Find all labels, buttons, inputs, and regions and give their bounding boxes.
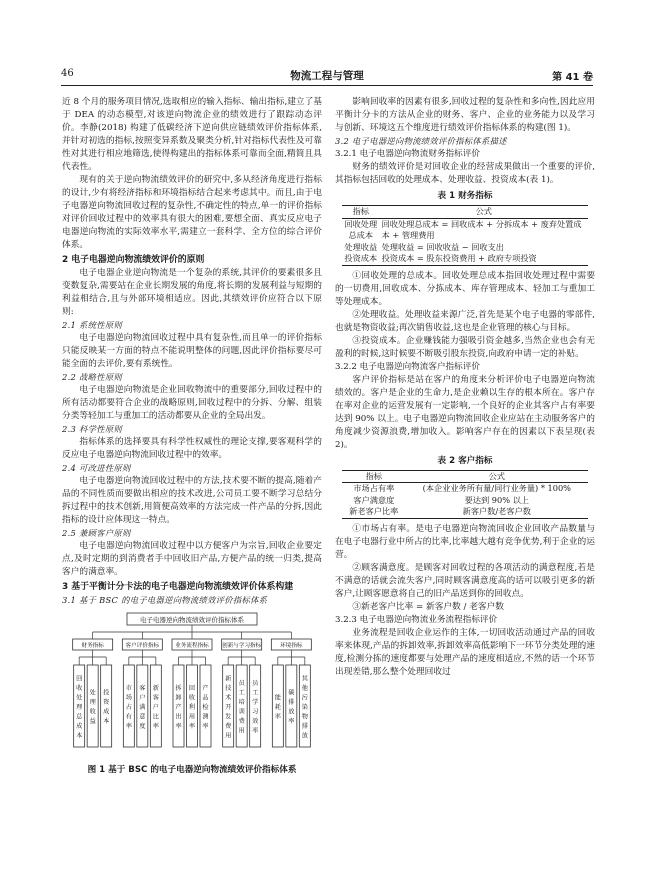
leaf-label: 市场占有率 [125, 684, 132, 730]
left-column [62, 96, 322, 846]
leaf-label: 碳排放率 [288, 689, 295, 726]
right-column [335, 96, 595, 846]
category-label: 业务流程指标 [175, 642, 209, 649]
table-header-cell: 公式 [380, 206, 588, 219]
paragraph: 电子电器逆向物流回收过程中的方法,技术要不断的提高,随着产品的不同性质而要做出相应的技术改进,公司员工要不断学习总结分拆过程中的技术创新,用简便高效率的方法完成一件产品的分拆,因此指标的设计应体现这一特点。 [62, 476, 322, 525]
table-row [342, 242, 588, 254]
leaf-label: 其他污染物排放 [301, 675, 308, 740]
leaf-label: 员工学习效率 [252, 680, 259, 735]
paragraph: 财务的绩效评价是对回收企业的经营成果做出一个重要的评价,其指标包括回收的处理成本、处理收益、投资成本(表 1)。 [335, 162, 595, 185]
leaf-label: 回收利用率 [188, 684, 196, 730]
leaf-label: 投资成本 [103, 689, 110, 726]
paragraph: 电子电器逆向物流回收过程中具有复杂性,而且单一的评价指标只能反映某一方面的特点不能说明整体的问题,因此评价指标要尽可能全面的去评价,要有系统性。 [62, 333, 322, 369]
table-cell: 投资成本 [342, 253, 380, 265]
table-cell: (本企业业务所有量/同行业务量) * 100% [422, 483, 571, 493]
leaf-label: 回收处理总成本 [76, 675, 83, 740]
financial-table [342, 205, 588, 266]
paragraph: ②处理收益。处理收益来源广泛,首先是某个电子电器的零部件,也就是物资收益;再次销售收益,这也是企业管理的核心与目标。 [335, 309, 595, 333]
paragraph: ②顾客满意度。是顾客对回收过程的各项活动的满意程度,若是不满意的话就会流失客户,同时顾客满意度高的话可以吸引更多的新客户,让顾客愿意将自己的旧产品送到你的回收点。 [335, 562, 595, 599]
table-row [342, 230, 588, 242]
subsection-heading: 2.3 科学性原则 [62, 424, 123, 434]
leaf-label: 处理收益 [89, 689, 96, 726]
leaf-label: 员工培训费用 [238, 680, 245, 735]
customer-table [342, 470, 588, 519]
paragraph: ③投资成本。企业赚钱能力强吸引资金越多,当然企业也会有无盈利的时候,这时候要不断吸引股东投资,向政府申请一定的补贴。 [335, 335, 595, 359]
page-number: 46 [61, 68, 74, 79]
page-header [61, 68, 593, 86]
subsubsection-heading: 3.2.3 电子电器逆向物流业务流程指标评价 [335, 614, 498, 625]
table-header-cell: 指标 [342, 206, 380, 219]
table-cell: 回收处理总成本 = 回收成本 + 分拆成本 + 废弃处置成 [381, 218, 582, 229]
table-cell: 处理收益 [344, 241, 378, 252]
paragraph: 业务流程是回收企业运作的主体,一切回收活动通过产品的回收率来体现,产品的拆卸效率,拆卸效率高低影响下一环节分类处理的速度,检测分拣的速度都要与处理产品的速度相适应,不然的话一个环节出现差错,那么整个处理回收过 [335, 627, 595, 677]
figure-caption: 图 1 基于 BSC 的电子电器逆向物流绩效评价指标体系 [87, 765, 297, 775]
volume-label: 第 41 卷 [552, 72, 593, 83]
subsection-heading: 2.2 战略性原则 [62, 372, 123, 382]
category-label: 环境指标 [280, 642, 303, 649]
leaf-label: 客户满意度 [139, 684, 146, 730]
table-header-row [342, 470, 588, 483]
table-header-row [342, 206, 588, 219]
table-row [342, 506, 588, 518]
bsc-hierarchy-diagram [62, 611, 322, 761]
table-row [342, 483, 588, 495]
table-cell: 处理收益 = 回收收益 − 回收支出 [381, 241, 504, 252]
table-header-cell: 指标 [342, 470, 406, 483]
table-cell: 要达到 90% 以上 [464, 494, 529, 505]
table-cell: 客户满意度 [353, 494, 395, 505]
paragraph: ①市场占有率。是电子电器逆向物流回收企业回收产品数量与在电子电器行业中所占的比率,比率越大越有竞争优势,利于企业的运营。 [335, 523, 595, 560]
leaf-label: 能耗率 [274, 694, 281, 721]
paragraph: 指标体系的选择要具有科学性权威性的理论支撑,要客观科学的反应电子电器逆向物流回收过程中的效率。 [62, 437, 322, 460]
paragraph: 客户评价指标是站在客户的角度来分析评价电子电器逆向物流绩效的。客户是企业的生命力,是企业赖以生存的根本所在。客户存在率对企业的运营发展有一定影响,一个良好的企业其客户占有率要达到 90% 以上。电子电器逆向物流回收企业应站在主动服务客户的角度减少资源浪费,增加收入。影响客户存在的因素以下表呈现(表 2)。 [335, 374, 595, 450]
table-cell: 投资成本 = 股东投资费用 + 政府专项投资 [380, 253, 588, 265]
section-heading: 2 电子电器逆向物流绩效评价的原则 [62, 255, 205, 265]
subsubsection-heading: 3.2.2 电子电器逆向物流客户指标评价 [335, 361, 480, 372]
section-heading: 3 基于平衡计分卡法的电子电器逆向物流绩效评价体系构建 [62, 582, 294, 592]
subsection-heading: 2.4 可改进性原则 [62, 463, 131, 473]
paragraph: ③新老客户比率 = 新客户数 / 老客户数 [352, 601, 504, 612]
paragraph: 电子电器企业逆向物流是一个复杂的系统,其评价的要素很多且变数复杂,需要站在企业长期发展的角度,将长期的发展利益与短期的利益相结合,且与外部环境相适应。因此,其绩效评价应符合以下原则: [62, 268, 322, 317]
leaf-label: 产品检测率 [202, 684, 209, 730]
paragraph: 影响回收率的因素有很多,回收过程的复杂性和多向性,因此应用平衡计分卡的方法从企业的财务、客户、企业的业务能力以及学习与创新、环境这五个维度进行绩效评价指标体系的构建(图 1)。 [335, 97, 595, 133]
table-row [342, 253, 588, 265]
paragraph: 近 8 个月的服务项目情况,选取相应的输入指标、输出指标,建立了基于 DEA 的动态模型,对该逆向物流企业的绩效进行了跟踪动态评价。李静(2018) 构建了低碳经济下逆向供应链绩效评价指标体系,并针对初选的指标,按照变异系数及聚类分析,针对指标代表性及可靠性对其进行相应地筛选,使得构建出的指标体系可靠而全面,精简且具代表性。 [62, 97, 322, 172]
paragraph: 现有的关于逆向物流绩效评价的研究中,多从经济角度进行指标的设计,少有将经济指标和环境指标结合起来考虑其中。而且,由于电子电器逆向物流回收过程的复杂性,不确定性的特点,单一的评价指标对评价回收过程中的效率具有很大的困难,要想全面、真实反应电子电器逆向物流的实际效率水平,需建立一套科学、全方位的综合评价体系。 [62, 175, 322, 250]
subsection-heading: 2.5 兼顾客户原则 [62, 528, 131, 538]
journal-title: 物流工程与管理 [290, 70, 364, 82]
table-caption: 表 1 财务指标 [437, 191, 493, 201]
table-cell: 新客户数/老客户数 [406, 506, 588, 518]
category-label: 客户评价指标 [125, 642, 160, 649]
paragraph: 电子电器逆向物流是企业回收物流中的重要部分,回收过程中的所有活动都要符合企业的战略原则,回收过程中的分拆、分解、组装分类等轻加工与重加工的活动都要从企业的全局出发。 [62, 385, 322, 421]
subsection-heading: 3.1 基于 BSC 的电子电器逆向物流绩效评价指标体系 [62, 595, 268, 605]
table-caption: 表 2 客户指标 [437, 455, 493, 466]
table-cell: 市场占有率 [353, 483, 395, 493]
subsubsection-heading: 3.2.1 电子电器逆向物流财务指标评价 [335, 149, 480, 159]
subsection-heading: 3.2 电子电器逆向物流绩效评价指标体系描述 [335, 136, 507, 146]
paragraph: ①回收处理的总成本。回收处理总成本指回收处理过程中需要的一切费用,回收成本、分拣成本、库存管理成本、轻加工与重加工等处理成本。 [335, 270, 595, 307]
subsection-heading: 2.1 系统性原则 [62, 320, 123, 330]
table-cell: 新老客户比率 [342, 506, 406, 518]
leaf-label: 新客户比率 [152, 684, 159, 730]
category-label: 财务指标 [81, 642, 104, 649]
category-label: 创新与学习指标 [222, 642, 262, 649]
paragraph: 电子电器逆向物流回收过程中以方便客户为宗旨,回收企业要定点,及时定期的到消费者手中回收旧产品,方便产品的统一归类,提高客户的满意率。 [62, 541, 322, 577]
table-row [342, 495, 588, 507]
table-header-cell: 公式 [406, 470, 588, 483]
leaf-label: 拆卸产出率 [175, 684, 182, 730]
bsc-figure [62, 611, 322, 777]
leaf-label: 新技术开发费用 [225, 675, 232, 740]
table-cell: 总成本 [348, 230, 374, 240]
table-cell: 回收处理 [344, 218, 378, 229]
root-label: 电子电器逆向物流绩效评价指标体系 [140, 616, 244, 624]
table-cell: 本 + 管理费用 [381, 230, 435, 240]
table-row [342, 218, 588, 230]
